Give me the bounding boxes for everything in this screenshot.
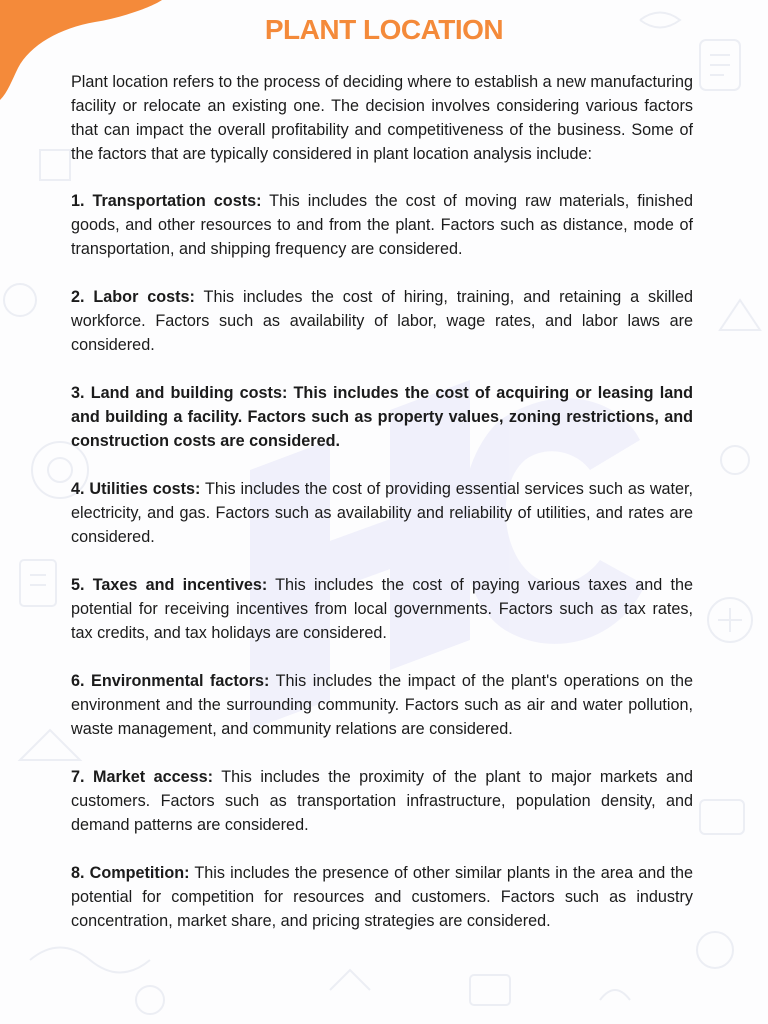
list-item-utilities-costs [71, 477, 693, 549]
item-text: This includes the presence of other similar plants in the area and the potential for competition for resources and customers. Factors such as industry concentration, market share, and pricing strategies are considered. [71, 864, 693, 930]
list-item-market-access [71, 765, 693, 837]
item-heading: 7. Market access: [71, 768, 214, 786]
list-item-labor-costs [71, 285, 693, 357]
item-text: This includes the impact of the plant's operations on the environment and the surrounding community. Factors such as air and water pollution, waste management, and community relations are considered. [71, 672, 693, 738]
page-title: PLANT LOCATION [264, 14, 504, 45]
item-text: This includes the cost of acquiring or leasing land and building a facility. Factors such as property values, zoning restrictions, and construction costs are considered. [71, 384, 693, 450]
item-heading: 2. Labor costs: [71, 288, 195, 306]
document-body [71, 70, 693, 957]
item-text: This includes the cost of moving raw materials, finished goods, and other resources to and from the plant. Factors such as distance, mode of transportation, and shipping frequency are considered. [71, 192, 693, 258]
intro-paragraph: Plant location refers to the process of deciding where to establish a new manufacturing facility or relocate an existing one. The decision involves considering various factors that can impact the overall profitability and competitiveness of the business. Some of the factors that are typically considered in plant location analysis include: [71, 73, 693, 163]
item-heading: 3. Land and building costs: [71, 384, 288, 402]
item-heading: 1. Transportation costs: [71, 192, 262, 210]
item-heading: 5. Taxes and incentives: [71, 576, 268, 594]
item-text: This includes the cost of hiring, training, and retaining a skilled workforce. Factors such as availability of labor, wage rates, and labor laws are considered. [71, 288, 694, 354]
list-item-environmental-factors [71, 669, 693, 741]
item-text: This includes the cost of providing essential services such as water, electricity, and gas. Factors such as availability and reliability of utilities, and rates are considered. [71, 480, 694, 546]
item-heading: 8. Competition: [71, 864, 190, 882]
list-item-competition [71, 861, 693, 933]
list-item-land-and-building-costs [71, 381, 693, 453]
item-heading: 4. Utilities costs: [71, 480, 201, 498]
item-heading: 6. Environmental factors: [71, 672, 270, 690]
item-text: This includes the proximity of the plant to major markets and customers. Factors such as transportation infrastructure, population density, and demand patterns are considered. [71, 768, 693, 834]
list-item-taxes-and-incentives [71, 573, 693, 645]
item-text: This includes the cost of paying various taxes and the potential for receiving incentives from local governments. Factors such as tax rates, tax credits, and tax holidays are considered. [71, 576, 693, 642]
list-item-transportation-costs [71, 189, 693, 261]
